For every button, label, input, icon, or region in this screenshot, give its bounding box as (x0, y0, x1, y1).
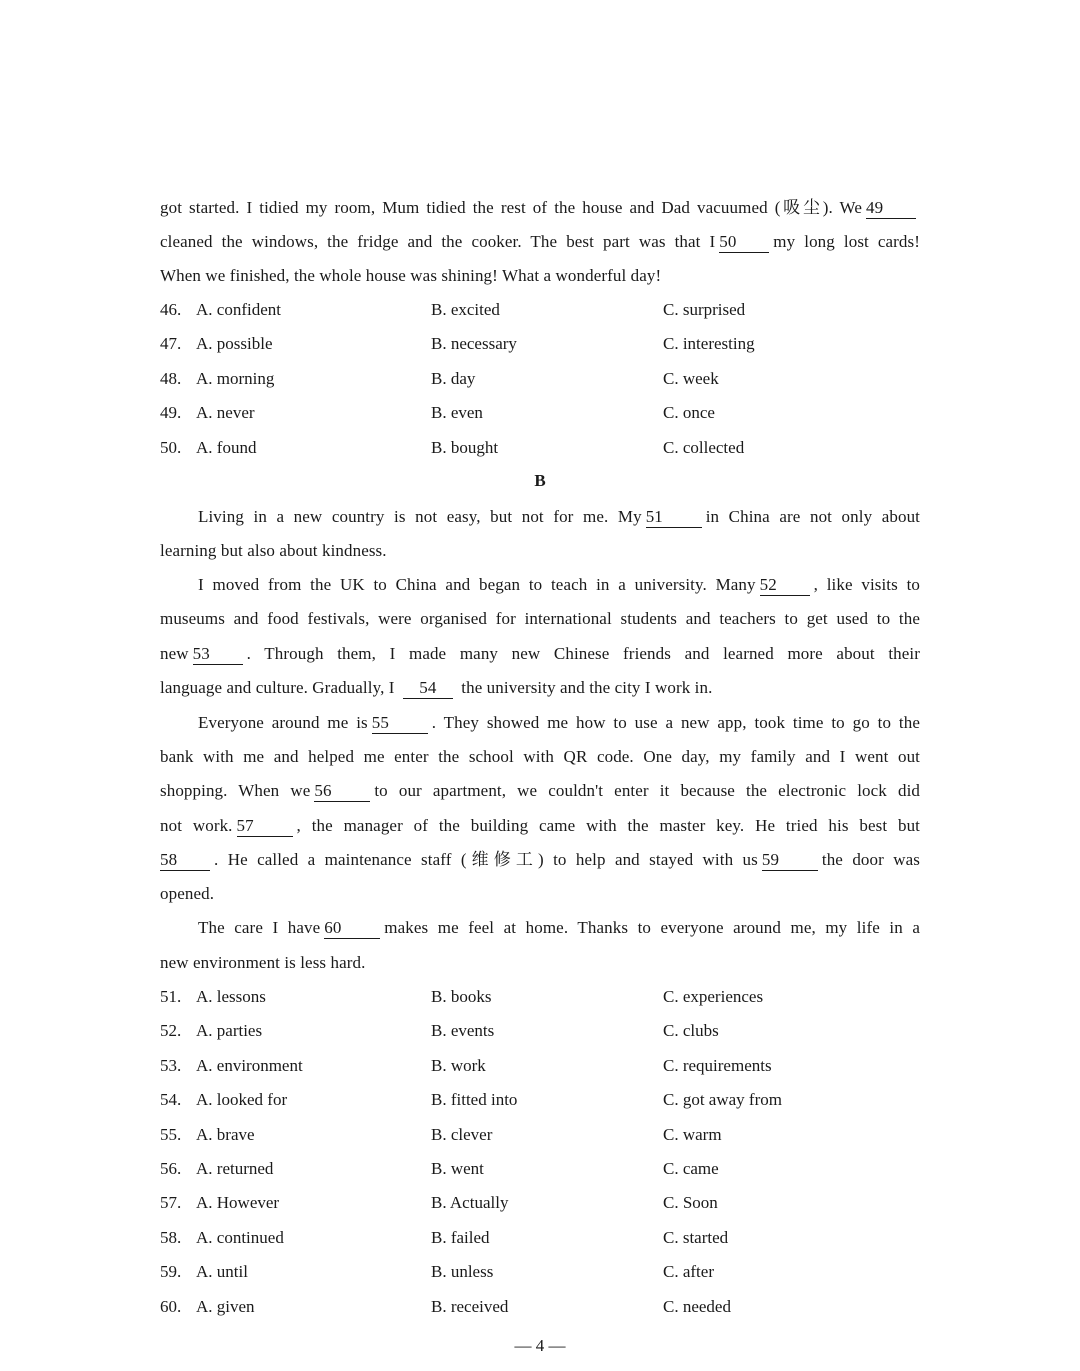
option-a: 51. A. lessons (160, 985, 266, 1009)
option-a: 54. A. looked for (160, 1088, 287, 1112)
passage-line: language and culture. Gradually, I 54 the university and the city I work in. (160, 678, 713, 697)
answer-blank: 54 (403, 678, 453, 699)
option-a: 59. A. until (160, 1260, 248, 1284)
option-c: C. requirements (663, 1055, 772, 1075)
option-b: B. excited (431, 300, 500, 319)
option-c: C. after (663, 1262, 714, 1282)
question-number: 49. (160, 403, 182, 423)
option-a: 52. A. parties (160, 1019, 262, 1043)
option-a: 53. A. environment (160, 1054, 303, 1078)
question-number: 57. (160, 1193, 182, 1213)
option-b: B. failed (431, 1227, 490, 1247)
question-number: 53. (160, 1055, 182, 1075)
option-a: 49. A. never (160, 401, 255, 425)
passage-line: The care I have 60 makes me feel at home. Thanks to everyone around me, my life in a (198, 918, 920, 937)
option-c: C. week (663, 368, 719, 388)
option-b: B. work (431, 1055, 486, 1075)
passage-line: Everyone around me is 55 . They showed me how to use a new app, took time to go to the (198, 713, 920, 732)
question-number: 56. (160, 1159, 182, 1178)
answer-blank: 49 (866, 198, 916, 219)
option-a: 46. A. confident (160, 298, 281, 322)
option-a: 56. A. returned (160, 1157, 273, 1181)
option-b: B. unless (431, 1262, 494, 1282)
option-b: B. events (431, 1021, 495, 1041)
option-a: 47. A. possible (160, 332, 273, 356)
answer-blank: 53 (193, 644, 243, 665)
answer-blank: 60 (324, 918, 380, 939)
passage-line: Living in a new country is not easy, but not for me. My 51 in China are not only about (198, 507, 921, 526)
option-a: 55. A. brave (160, 1123, 255, 1147)
answer-blank: 55 (372, 713, 428, 734)
option-c: C. experiences (663, 987, 764, 1006)
option-b: B. clever (431, 1124, 493, 1144)
section-heading: B (534, 471, 546, 490)
option-b: B. day (431, 368, 476, 388)
passage-line: new 53 . Through them, I made many new Chinese friends and learned more about their (160, 644, 920, 663)
option-b: B. received (431, 1296, 509, 1316)
option-a: 60. A. given (160, 1295, 255, 1319)
option-c: C. needed (663, 1296, 731, 1316)
answer-blank: 51 (646, 507, 702, 528)
option-c: C. warm (663, 1124, 722, 1144)
passage-line: opened. (160, 884, 215, 903)
option-b: B. Actually (431, 1193, 509, 1213)
answer-blank: 50 (719, 232, 769, 253)
question-number: 48. (160, 368, 182, 388)
passage-line: 58 . He called a maintenance staff (维修工) to help and stayed with us 59 the door was (160, 850, 920, 869)
option-a: 50. A. found (160, 436, 256, 460)
option-c: C. started (663, 1227, 729, 1247)
question-number: 46. (160, 300, 182, 319)
answer-blank: 59 (762, 850, 818, 871)
passage-line: I moved from the UK to China and began to teach in a university. Many 52 , like visits to (198, 575, 920, 594)
question-number: 58. (160, 1227, 182, 1247)
question-number: 47. (160, 334, 182, 354)
answer-blank: 57 (237, 816, 293, 837)
passage-line: museums and food festivals, were organised for international students and teachers to get used to the (160, 609, 920, 628)
option-a: 57. A. However (160, 1191, 279, 1215)
passage-line: new environment is less hard. (160, 953, 366, 972)
question-number: 60. (160, 1296, 182, 1316)
passage-line: got started. I tidied my room, Mum tidied the rest of the house and Dad vacuumed (吸尘). We 49 (160, 196, 920, 220)
option-c: C. interesting (663, 334, 755, 354)
option-c: C. got away from (663, 1090, 782, 1110)
option-a: 48. A. morning (160, 367, 274, 391)
passage-line: When we finished, the whole house was shining! What a wonderful day! (160, 266, 662, 285)
option-b: B. necessary (431, 334, 517, 354)
option-b: B. fitted into (431, 1090, 518, 1110)
question-number: 51. (160, 987, 182, 1006)
option-b: B. bought (431, 437, 499, 457)
option-c: C. clubs (663, 1021, 719, 1041)
passage-line: bank with me and helped me enter the school with QR code. One day, my family and I went out (160, 747, 920, 766)
passage-line: cleaned the windows, the fridge and the cooker. The best part was that I 50 my long lost cards! (160, 232, 921, 251)
question-number: 52. (160, 1021, 182, 1041)
passage-line: not work. 57 , the manager of the building came with the master key. He tried his best but (160, 816, 921, 835)
option-c: C. surprised (663, 300, 746, 319)
question-number: 50. (160, 437, 182, 457)
question-number: 54. (160, 1090, 182, 1110)
page-number: — 4 — (514, 1336, 566, 1355)
option-a: 58. A. continued (160, 1226, 284, 1250)
option-c: C. once (663, 403, 715, 423)
option-c: C. Soon (663, 1193, 718, 1213)
passage-line: shopping. When we 56 to our apartment, we couldn't enter it because the electronic lock did (160, 781, 920, 800)
option-c: C. collected (663, 437, 745, 457)
passage-line: learning but also about kindness. (160, 541, 387, 560)
answer-blank: 56 (314, 781, 370, 802)
option-c: C. came (663, 1159, 719, 1178)
answer-blank: 58 (160, 850, 210, 871)
question-number: 55. (160, 1124, 182, 1144)
option-b: B. went (431, 1159, 484, 1178)
option-b: B. books (431, 987, 492, 1006)
question-number: 59. (160, 1262, 182, 1282)
answer-blank: 52 (760, 575, 810, 596)
option-b: B. even (431, 403, 483, 423)
